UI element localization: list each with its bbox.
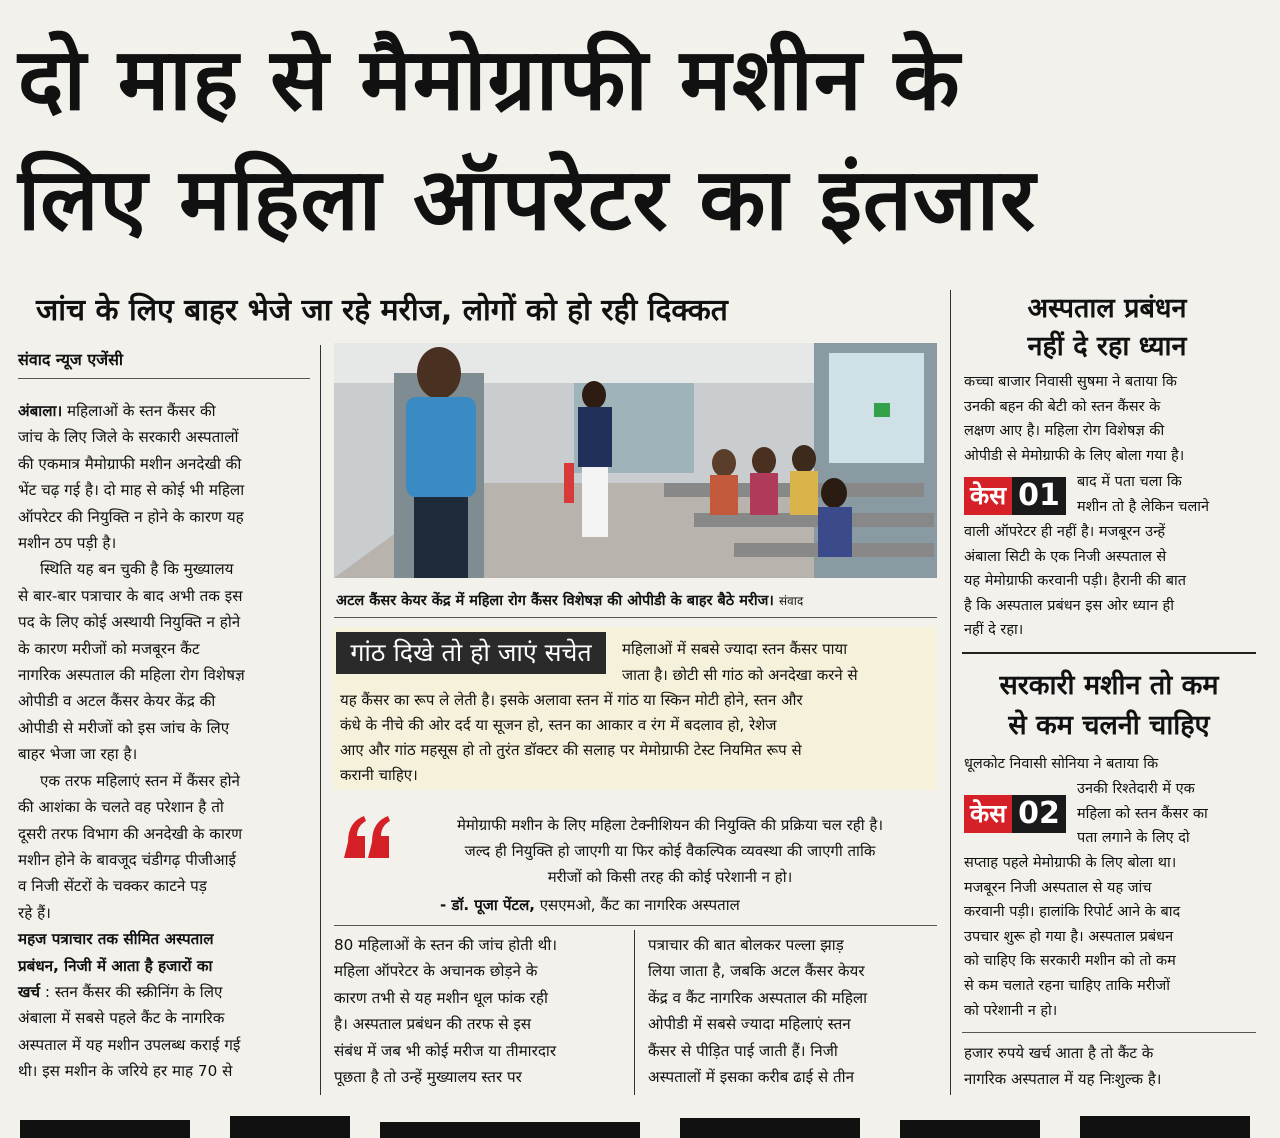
col2-line: है। अस्पताल प्रबंधन की तरफ से इस (334, 1015, 532, 1034)
headline-line-1: दो माह से मैमोग्राफी मशीन के (18, 30, 961, 130)
case-02-badge (964, 795, 1066, 833)
photo-credit: संवाद (778, 594, 804, 608)
byline-rule (18, 378, 310, 379)
tip-line: आए और गांठ महसूस हो तो तुरंत डॉक्टर की सलाह पर मेमोग्राफी टेस्ट नियमित रूप से (340, 741, 802, 759)
column-3 (648, 932, 938, 1090)
side1-line: उनकी बहन की बेटी को स्तन कैंसर के (964, 398, 1161, 415)
side2-line: से कम चलाते रहना चाहिए ताकि मरीजों (964, 977, 1170, 994)
col1-line: नागरिक अस्पताल की महिला रोग विशेषज्ञ (18, 666, 245, 685)
col1-line: भेंट चढ़ गई है। दो माह से कोई भी महिला (18, 481, 245, 500)
col1-subhead: प्रबंधन, निजी में आता है हजारों का (18, 956, 213, 975)
side1-line: ओपीडी से मेमोग्राफी के लिए बोला गया है। (964, 447, 1185, 464)
side1-line: वाली ऑपरेटर ही नहीं है। मजबूरन उन्हें (964, 524, 1166, 540)
case-label: केस (964, 795, 1012, 833)
column-1-continuation (964, 1040, 1254, 1092)
dateline: अंबाला। (18, 402, 63, 420)
side-story-2-beside (1077, 777, 1257, 851)
side2-line: महिला को स्तन कैंसर का (1077, 805, 1208, 822)
side1-line: अंबाला सिटी के एक निजी अस्पताल से (964, 548, 1167, 565)
col3-line: केंद्र व कैंट नागरिक अस्पताल की महिला (648, 988, 868, 1007)
side-story-2-bottom (964, 851, 1254, 1023)
quote-attribution-name: - डॉ. पूजा पेंटल, (440, 896, 535, 914)
col3-line: ओपीडी में सबसे ज्यादा महिलाएं स्तन (648, 1015, 851, 1034)
side1-line: है कि अस्पताल प्रबंधन इस ओर ध्यान ही (964, 597, 1174, 614)
col1-line: के कारण मरीजों को मजबूरन कैंट (18, 639, 200, 658)
column-rule (950, 290, 951, 1095)
column-rule (634, 930, 635, 1095)
col1-subhead: खर्च (18, 982, 41, 1001)
quote-rule (334, 925, 937, 926)
col1-line: बाहर भेजा जा रहा है। (18, 745, 138, 764)
col1-line: रहे हैं। (18, 903, 51, 922)
col1-line: महिलाओं के स्तन कैंसर की (67, 402, 216, 420)
headline-line-2: लिए महिला ऑपरेटर का इंतजार (18, 150, 1037, 250)
side1-line: लक्षण आए है। महिला रोग विशेषज्ञ की (964, 423, 1165, 440)
sidebar-rule (962, 652, 1256, 654)
col1-line: एक तरफ महिलाएं स्तन में कैंसर होने (40, 771, 240, 790)
col1-line: मशीन ठप पड़ी है। (18, 534, 117, 553)
side1-line: यह मेमोग्राफी करवानी पड़ी। हैरानी की बात (964, 573, 1187, 590)
hospital-corridor-photo (334, 343, 937, 578)
case-number: 01 (1012, 477, 1066, 515)
tip-line: जाता है। छोटी सी गांठ को अनदेखा करने से (622, 666, 858, 684)
quote-line: मरीजों को किसी तरह की कोई परेशानी न हो। (547, 868, 793, 886)
tip-line: करानी चाहिए। (340, 766, 418, 784)
caption-rule (334, 617, 937, 618)
side1-line: बाद में पता चला कि (1077, 474, 1182, 490)
side2-line: धूलकोट निवासी सोनिया ने बताया कि (964, 756, 1159, 772)
col1-line: अस्पताल में यह मशीन उपलब्ध कराई गई (18, 1035, 241, 1054)
col2-line: संबंध में जब भी कोई मरीज या तीमारदार (334, 1041, 557, 1060)
quote-line: जल्द ही नियुक्ति हो जाएगी या फिर कोई वैकल्पिक व्यवस्था की जाएगी ताकि (464, 842, 876, 860)
col1-line: अंबाला में सबसे पहले कैंट के नागरिक (18, 1009, 225, 1028)
col2-line: पूछता है तो उन्हें मुख्यालय स्तर पर (334, 1068, 522, 1087)
side-headline-line: सरकारी मशीन तो कम (999, 670, 1219, 701)
tip-line: महिलाओं में सबसे ज्यादा स्तन कैंसर पाया (622, 640, 848, 658)
col1-line: ओपीडी व अटल कैंसर केयर केंद्र की (18, 692, 216, 711)
col1-line: की एकमात्र मैमोग्राफी मशीन अनदेखी की (18, 454, 242, 473)
col1-line: : स्तन कैंसर की स्क्रीनिंग के लिए (44, 982, 223, 1001)
side-story-2-top (964, 752, 1254, 777)
column-2 (334, 932, 624, 1090)
side-story-1-bottom (964, 520, 1254, 643)
side-story-1-top (964, 370, 1254, 468)
col3-line: पत्राचार की बात बोलकर पल्ला झाड़ (648, 936, 844, 954)
side2-line: मजबूरन निजी अस्पताल से यह जांच (964, 879, 1152, 896)
col3-line: कैंसर से पीड़ित पाई जाती हैं। निजी (648, 1041, 838, 1060)
side-story-1-beside (1077, 470, 1257, 519)
col2-line: महिला ऑपरेटर के अचानक छोड़ने के (334, 962, 538, 981)
side-headline-line: अस्पताल प्रबंधन (1027, 293, 1187, 324)
case-label: केस (964, 477, 1012, 515)
tip-box-title: गांठ दिखे तो हो जाएं सचेत (336, 632, 606, 674)
side-story-2-headline (962, 666, 1256, 746)
side1-line: नहीं दे रहा। (964, 622, 1024, 639)
subheadline: जांच के लिए बाहर भेजे जा रहे मरीज, लोगों को हो रही दिक्कत (36, 293, 728, 328)
side-headline-line: नहीं दे रहा ध्यान (1027, 331, 1187, 362)
side2-line: उनकी रिश्तेदारी में एक (1077, 781, 1195, 797)
quote-attribution-role: एसएमओ, कैंट का नागरिक अस्पताल (539, 896, 740, 914)
col1-line: ओपीडी से मरीजों को इस जांच के लिए (18, 718, 230, 737)
sidebar-rule (962, 1032, 1256, 1033)
side2-line: पता लगाने के लिए दो (1077, 830, 1190, 847)
col2-line: 80 महिलाओं के स्तन की जांच होती थी। (334, 936, 558, 954)
column-rule (320, 345, 321, 1095)
quote-text (400, 812, 940, 890)
case-01-badge (964, 477, 1066, 515)
photo-caption-text: अटल कैंसर केयर केंद्र में महिला रोग कैंसर विशेषज्ञ की ओपीडी के बाहर बैठे मरीज। (336, 593, 774, 609)
tail-line: हजार रुपये खर्च आता है तो कैंट के (964, 1044, 1154, 1062)
side-headline-line: से कम चलनी चाहिए (1008, 710, 1210, 741)
side2-line: को परेशानी न हो। (964, 1002, 1058, 1019)
col3-line: अस्पतालों में इसका करीब ढाई से तीन (648, 1068, 855, 1087)
col1-line: व निजी सेंटरों के चक्कर काटने पड़ (18, 877, 207, 896)
side2-line: सप्ताह पहले मेमोग्राफी के लिए बोला था। (964, 855, 1177, 871)
col1-line: स्थिति यह बन चुकी है कि मुख्यालय (40, 560, 234, 579)
side1-line: मशीन तो है लेकिन चलाने (1077, 498, 1210, 515)
col1-line: की आशंका के चलते वह परेशान है तो (18, 798, 224, 817)
col1-line: से बार-बार पत्राचार के बाद अभी तक इस (18, 586, 243, 605)
side2-line: उपचार शुरू हो गया है। अस्पताल प्रबंधन (964, 928, 1174, 945)
tip-line: यह कैंसर का रूप ले लेती है। इसके अलावा स्तन में गांठ या स्किन मोटी होने, स्तन और (340, 691, 803, 709)
col1-line: दूसरी तरफ विभाग की अनदेखी के कारण (18, 824, 243, 843)
col1-subhead: महज पत्राचार तक सीमित अस्पताल (18, 930, 214, 949)
quote-line: मेमोग्राफी मशीन के लिए महिला टेक्नीशियन की नियुक्ति की प्रक्रिया चल रही है। (456, 816, 884, 834)
side-story-1-headline (962, 290, 1252, 366)
tip-box-text (340, 688, 932, 788)
next-article-headline-fragment (20, 1108, 1260, 1138)
case-number: 02 (1012, 795, 1066, 833)
byline: संवाद न्यूज एजेंसी (18, 350, 124, 369)
side2-line: को चाहिए कि सरकारी मशीन को तो कम (964, 953, 1176, 970)
col3-line: लिया जाता है, जबकि अटल कैंसर केयर (648, 962, 865, 981)
col2-line: कारण तभी से यह मशीन धूल फांक रही (334, 988, 548, 1007)
photo-caption (336, 590, 936, 610)
col1-line: मशीन होने के बावजूद चंडीगढ़ पीजीआई (18, 850, 236, 869)
col1-line: ऑपरेटर की नियुक्ति न होने के कारण यह (18, 507, 244, 526)
column-1 (18, 398, 310, 1085)
side2-line: करवानी पड़ी। हालांकि रिपोर्ट आने के बाद (964, 904, 1181, 921)
tail-line: नागरिक अस्पताल में यह निःशुल्क है। (964, 1070, 1162, 1088)
col1-line: पद के लिए कोई अस्थायी नियुक्ति न होने (18, 613, 241, 632)
quote-mark-icon (338, 808, 398, 868)
side1-line: कच्चा बाजार निवासी सुषमा ने बताया कि (964, 374, 1177, 390)
col1-line: जांच के लिए जिले के सरकारी अस्पतालों (18, 428, 239, 447)
quote-attribution (440, 895, 740, 915)
tip-line: कंधे के नीचे की ओर दर्द या सूजन हो, स्तन का आकार व रंग में बदलाव हो, रेशेज (340, 716, 777, 734)
tip-box-side-text (622, 636, 932, 688)
col1-line: थी। इस मशीन के जरिये हर माह 70 से (18, 1062, 233, 1081)
